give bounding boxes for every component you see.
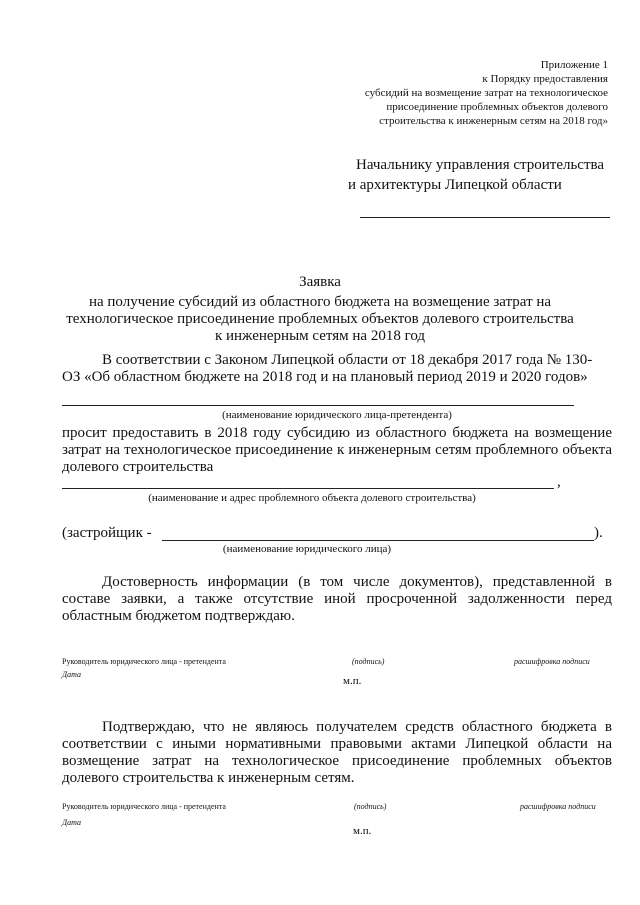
signature-decode-label: расшифровка подписи	[520, 802, 596, 811]
document-title	[40, 274, 600, 345]
builder-prefix: (застройщик -	[62, 525, 152, 541]
addressee-line: Начальнику управления строительства	[356, 157, 605, 173]
appendix-line: строительства к инженерным сетям на 2018 год»	[379, 115, 608, 127]
signature-sign-label: (подпись)	[352, 657, 385, 666]
appendix-line: присоединение проблемных объектов долевого	[386, 101, 608, 113]
intro-line: ОЗ «Об областном бюджете на 2018 год и на плановый период 2019 и 2020 годов»	[62, 369, 588, 385]
intro-paragraph	[62, 352, 612, 386]
signature-sign-label: (подпись)	[354, 802, 387, 811]
title-line: к инженерным сетям на 2018 год	[214, 328, 426, 344]
title-heading: Заявка	[299, 274, 341, 290]
appendix-line: к Порядку предоставления	[482, 73, 608, 85]
confirmation-paragraph-2: Подтверждаю, что не являюсь получателем средств областного бюджета в соответствии с иными нормативными правовыми актами Липецкой области на возмещение затрат на технологическое присоединение проблемных объектов долевого строительства к инженерным сетям.	[62, 719, 612, 786]
intro-line: В соответствии с Законом Липецкой области от 18 декабря 2017 года № 130-	[102, 352, 593, 368]
appendix-line: Приложение 1	[540, 59, 608, 71]
request-paragraph: просит предоставить в 2018 году субсидию из областного бюджета на возмещение затрат на технологическое присоединение к инженерным сетям проблемного объекта долевого строительства	[62, 425, 612, 475]
addressee-block	[348, 155, 626, 195]
builder-row	[62, 525, 612, 545]
builder-suffix: ).	[594, 525, 603, 541]
stamp-label: м.п.	[353, 825, 372, 837]
signature-date-label: Дата	[62, 670, 81, 679]
confirmation-paragraph-1: Достоверность информации (в том числе документов), представленной в составе заявки, а также отсутствие иной просроченной задолженности перед областным бюджетом подтверждаю.	[62, 574, 612, 624]
applicant-caption: (наименование юридического лица-претендента)	[222, 409, 452, 421]
signature-head-label: Руководитель юридического лица - претендента	[62, 657, 226, 666]
object-line-comma: ,	[557, 474, 561, 490]
object-caption: (наименование и адрес проблемного объекта долевого строительства)	[148, 492, 476, 504]
addressee-signature-line	[360, 217, 610, 218]
addressee-line: и архитектуры Липецкой области	[348, 177, 562, 193]
stamp-label: м.п.	[343, 675, 362, 687]
legal-entity-caption: (наименование юридического лица)	[222, 543, 392, 555]
signature-head-label: Руководитель юридического лица - претендента	[62, 802, 226, 811]
appendix-line: субсидий на возмещение затрат на технологическое	[364, 87, 608, 99]
title-line: технологическое присоединение проблемных объектов долевого строительства	[66, 311, 574, 327]
title-line: на получение субсидий из областного бюджета на возмещение затрат на	[88, 294, 552, 310]
signature-decode-label: расшифровка подписи	[514, 657, 590, 666]
appendix-header	[278, 58, 608, 128]
applicant-name-line[interactable]	[62, 405, 574, 406]
object-name-line[interactable]	[62, 488, 554, 489]
signature-date-label: Дата	[62, 818, 81, 827]
builder-name-line[interactable]	[162, 540, 594, 541]
